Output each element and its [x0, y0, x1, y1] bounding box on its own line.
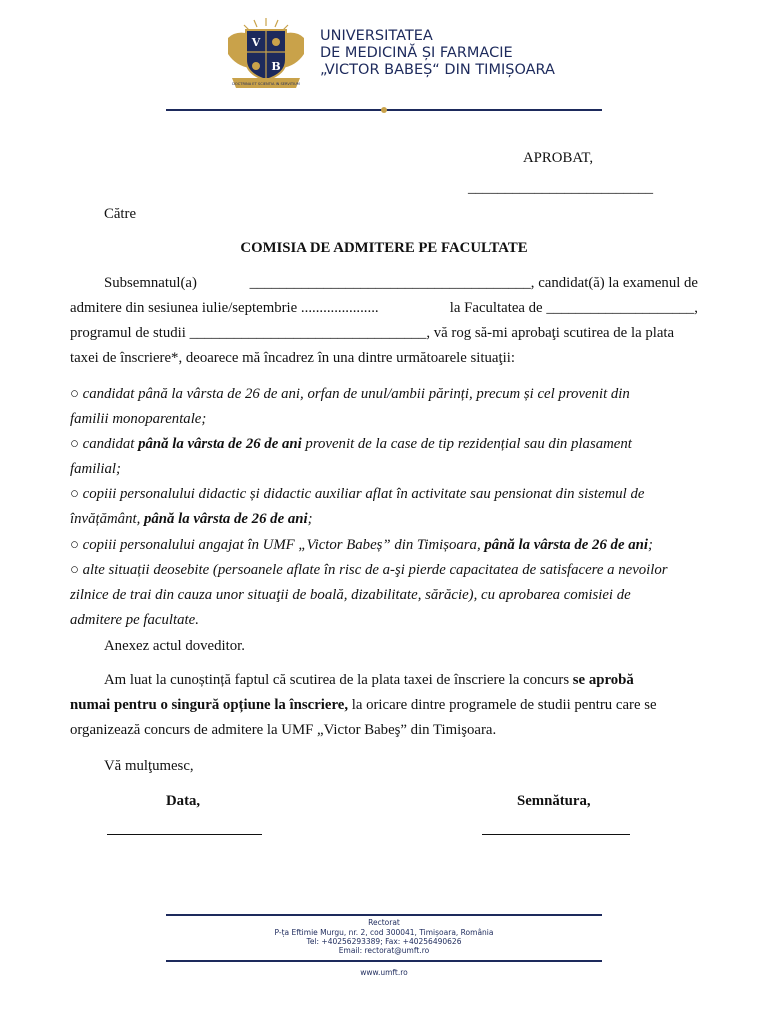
situation-3-line-2 — [70, 507, 313, 532]
situation-3-text-a: învățământ, — [70, 511, 144, 527]
request-line-1 — [104, 271, 698, 296]
signature-label: Semnătura, — [517, 793, 591, 809]
situation-3-text-c: ; — [307, 511, 313, 527]
request-line-4: taxei de înscriere*, deoarece mă încadrez în una dintre următoarele situaţii: — [70, 350, 515, 366]
request-line-1-end: ______________________________________, candidat(ă) la examenul de — [249, 275, 698, 291]
footer-phone: Tel: +40256293389; Fax: +40256490626 — [306, 937, 462, 946]
situation-4-age-limit: până la vârsta de 26 de ani — [484, 537, 648, 553]
university-name-line1: UNIVERSITATEA — [320, 28, 433, 44]
request-line-2-end: la Facultatea de ____________________, — [449, 300, 698, 316]
notice-line-3: organizează concurs de admitere la UMF „Victor Babeş” din Timişoara. — [70, 722, 497, 738]
footer-website[interactable]: www.umft.ro — [360, 968, 408, 977]
annex-note: Anexez actul doveditor. — [104, 638, 245, 654]
situation-4-text-a: ○ copiii personalului angajat în UMF „Victor Babeș” din Timișoara, — [70, 537, 485, 553]
university-logo — [222, 16, 310, 92]
situation-2-text-c: provenit de la case de tip rezidențial sau din plasament — [301, 436, 632, 452]
svg-text:V: V — [251, 36, 261, 49]
situation-4-line-1 — [70, 533, 653, 558]
footer-email: Email: rectorat@umft.ro — [338, 946, 430, 955]
signature-line — [482, 834, 630, 835]
notice-line-2 — [70, 693, 657, 718]
approval-signature-line: _________________________ — [468, 180, 653, 196]
svg-text:B: B — [271, 60, 281, 73]
date-label: Data, — [166, 793, 201, 809]
situation-5-line-2: zilnice de trai din cauza unor situaţii de boală, dizabilitate, sărăcie), cu aprobarea comisiei de — [70, 587, 631, 603]
situation-1-line-1: ○ candidat până la vârsta de 26 de ani, orfan de unul/ambii părinți, precum și cel provenit din — [70, 386, 630, 402]
situation-1-line-2: familii monoparentale; — [70, 411, 207, 427]
footer-address: P-ța Eftimie Murgu, nr. 2, cod 300041, Timișoara, România — [274, 928, 494, 937]
situation-2-line-2: familial; — [70, 461, 121, 477]
university-name-line2: DE MEDICINĂ ȘI FARMACIE — [320, 45, 513, 61]
situation-3-age-limit: până la vârsta de 26 de ani — [143, 511, 308, 527]
notice-line-1-text: Am luat la cunoștință faptul că scutirea de la plata taxei de înscriere la concurs — [104, 672, 573, 688]
situation-3-line-1: ○ copiii personalului didactic și didactic auxiliar aflat în activitate sau pensionat din sistemul de — [70, 486, 645, 502]
footer-title: Rectorat — [368, 918, 400, 927]
university-name-line3: „VICTOR BABEȘ“ DIN TIMIȘOARA — [320, 62, 555, 78]
request-line-3: programul de studii ________________________________, vă rog să-mi aprobaţi scutirea de la plata — [70, 325, 675, 341]
request-line-2 — [70, 296, 698, 321]
thanks-line: Vă mulţumesc, — [104, 758, 194, 774]
notice-line-2-text: la oricare dintre programele de studii pentru care se — [348, 697, 657, 713]
situation-2-line-1 — [70, 432, 632, 457]
request-line-2-start: admitere din sesiunea iulie/septembrie ..................... — [70, 300, 379, 316]
footer-divider-bottom — [166, 960, 602, 962]
notice-line-1 — [104, 668, 634, 693]
notice-line-2-bold: numai pentru o singură opțiune la înscriere, — [70, 697, 349, 713]
footer-divider-top — [166, 914, 602, 916]
approval-label: APROBAT, — [523, 150, 594, 166]
situation-5-line-3: admitere pe facultate. — [70, 612, 199, 628]
svg-text:DOCTRINA ET SCIENTIA IN SERVIT: DOCTRINA ET SCIENTIA IN SERVITIUM — [232, 82, 300, 86]
situation-5-line-1: ○ alte situații deosebite (persoanele aflate în risc de a-şi pierde capacitatea de satisfacere a nevoilor — [70, 562, 668, 578]
notice-line-1-bold: se aprobă — [572, 672, 634, 688]
crest-icon — [222, 16, 310, 92]
addressee-to: Către — [104, 206, 137, 222]
situation-2-text-a: ○ candidat — [70, 436, 139, 452]
situation-4-text-c: ; — [647, 537, 653, 553]
request-line-1-start: Subsemnatul(a) — [104, 275, 197, 291]
situation-2-age-limit: până la vârsta de 26 de ani — [138, 436, 302, 452]
header-divider-dot — [381, 107, 387, 113]
date-line — [107, 834, 262, 835]
committee-title: COMISIA DE ADMITERE PE FACULTATE — [240, 240, 528, 256]
